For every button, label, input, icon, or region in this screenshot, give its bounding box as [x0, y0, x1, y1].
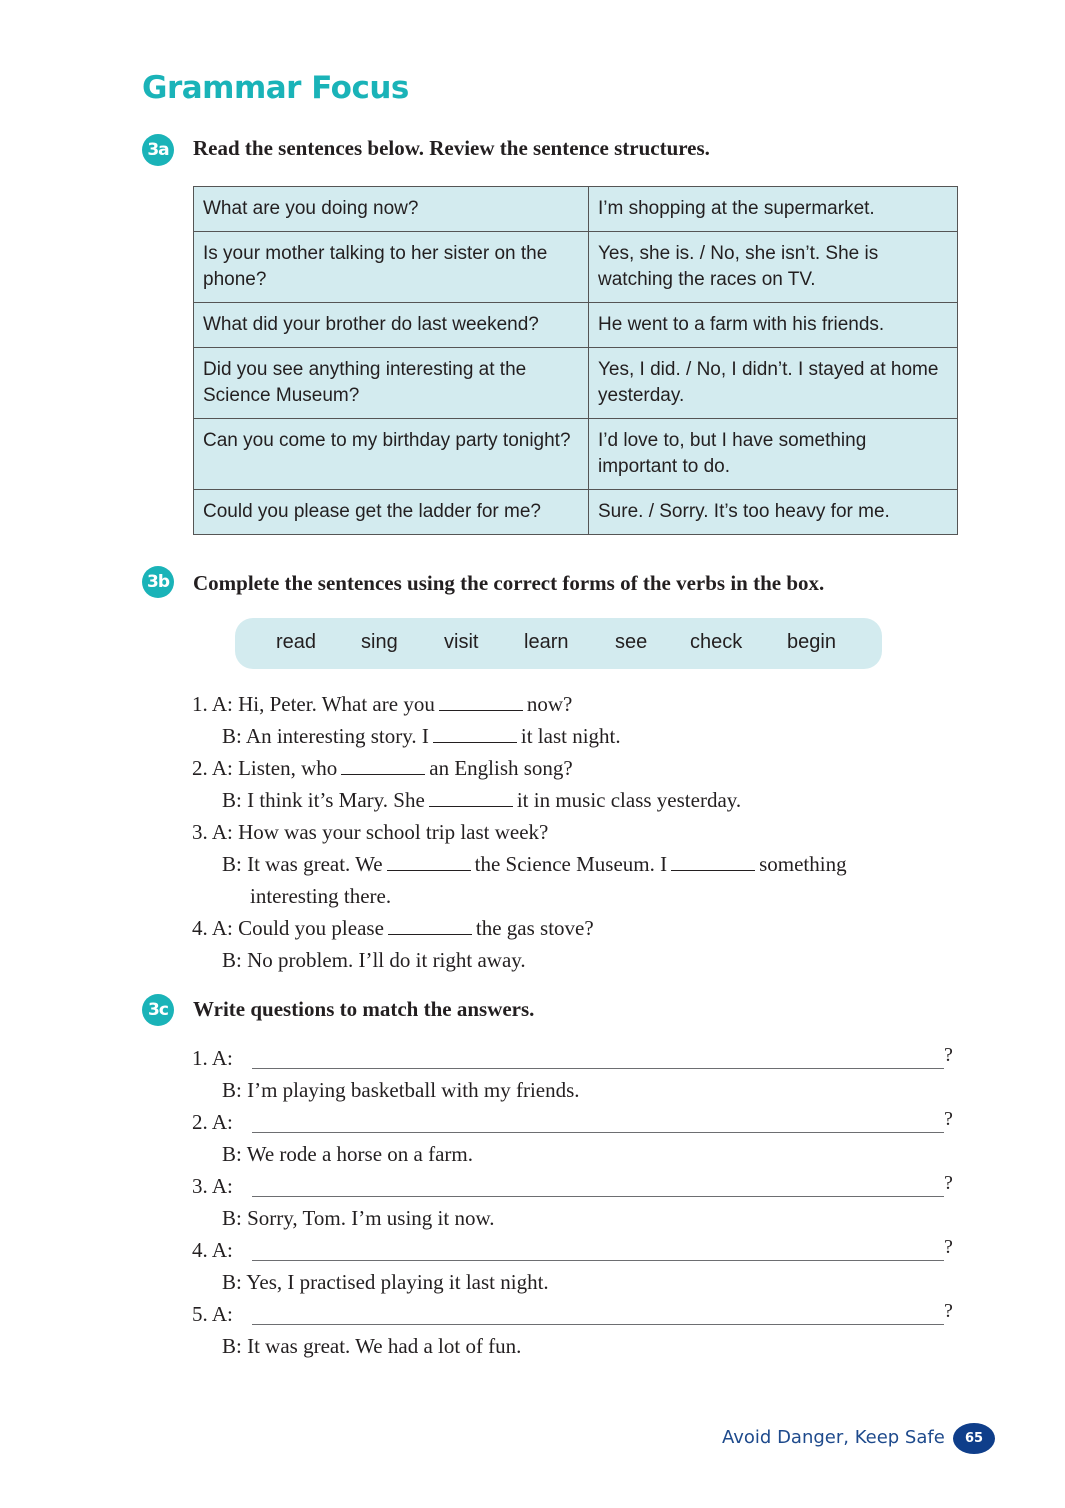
item-number: 1.	[192, 692, 208, 716]
line-text: now?	[526, 692, 573, 716]
question-item	[192, 1170, 233, 1202]
answer-blank[interactable]	[433, 724, 517, 743]
table-row	[194, 232, 958, 303]
question-cell: Did you see anything interesting at the Science Museum?	[194, 348, 589, 419]
line-text: B: I think it’s Mary. She	[222, 788, 425, 812]
exercise-3b-instruction: Complete the sentences using the correct forms of the verbs in the box.	[193, 571, 825, 595]
question-answer-line[interactable]	[252, 1068, 944, 1069]
exercise-item	[192, 752, 573, 784]
line-text: B: An interesting story. I	[222, 724, 429, 748]
verb-word: read	[276, 631, 317, 653]
line-text: the Science Museum. I	[474, 852, 668, 876]
line-text: B: It was great. We	[222, 852, 383, 876]
answer-cell: I’m shopping at the supermarket.	[589, 187, 958, 232]
line-text: B: No problem. I’ll do it right away.	[222, 948, 526, 972]
question-cell: What are you doing now?	[194, 187, 589, 232]
line-text: something	[759, 852, 847, 876]
exercise-badge-3b: 3b	[142, 566, 174, 598]
question-item	[192, 1042, 233, 1074]
exercise-item-b	[222, 784, 741, 816]
question-answer-line[interactable]	[252, 1196, 944, 1197]
question-mark: ?	[944, 1172, 953, 1194]
question-answer-line[interactable]	[252, 1324, 944, 1325]
line-text: A: Hi, Peter. What are you	[211, 692, 435, 716]
table-row	[194, 348, 958, 419]
table-row	[194, 419, 958, 490]
given-answer: B: Sorry, Tom. I’m using it now.	[222, 1206, 495, 1230]
table-row	[194, 490, 958, 535]
answer-blank[interactable]	[341, 756, 425, 775]
sentence-structure-table	[193, 186, 958, 535]
a-label: A:	[211, 1046, 233, 1070]
line-text: an English song?	[429, 756, 573, 780]
page-title: Grammar Focus	[142, 70, 409, 106]
item-number: 3.	[192, 1174, 208, 1198]
answer-blank[interactable]	[429, 788, 513, 807]
exercise-item-b	[222, 720, 621, 752]
answer-cell: Sure. / Sorry. It’s too heavy for me.	[589, 490, 958, 535]
verb-word: sing	[361, 631, 398, 653]
given-answer: B: Yes, I practised playing it last night.	[222, 1270, 549, 1294]
exercise-badge-3a: 3a	[142, 134, 174, 166]
exercise-item-b	[222, 848, 847, 880]
question-item	[192, 1234, 233, 1266]
question-item	[192, 1298, 233, 1330]
exercise-item	[192, 816, 548, 848]
a-label: A:	[211, 1302, 233, 1326]
line-text: the gas stove?	[475, 916, 594, 940]
given-answer: B: I’m playing basketball with my friends.	[222, 1078, 580, 1102]
exercise-item-b	[222, 944, 526, 976]
question-cell: Could you please get the ladder for me?	[194, 490, 589, 535]
question-item	[192, 1106, 233, 1138]
answer-blank[interactable]	[671, 852, 755, 871]
a-label: A:	[211, 1238, 233, 1262]
verb-word: check	[690, 631, 743, 653]
item-number: 2.	[192, 1110, 208, 1134]
verb-word-box	[235, 618, 882, 669]
verb-word: learn	[524, 631, 569, 653]
question-cell: Is your mother talking to her sister on the phone?	[194, 232, 589, 303]
verb-word: begin	[787, 631, 836, 653]
line-text: A: How was your school trip last week?	[211, 820, 549, 844]
a-label: A:	[211, 1174, 233, 1198]
answer-blank[interactable]	[388, 916, 472, 935]
question-mark: ?	[944, 1236, 953, 1258]
answer-cell: I’d love to, but I have something important to do.	[589, 419, 958, 490]
verb-word: see	[615, 631, 648, 653]
exercise-3a-instruction: Read the sentences below. Review the sentence structures.	[193, 136, 710, 160]
page-number-badge: 65	[953, 1423, 995, 1454]
line-text: interesting there.	[250, 884, 392, 908]
answer-cell: He went to a farm with his friends.	[589, 303, 958, 348]
question-cell: Can you come to my birthday party tonight?	[194, 419, 589, 490]
line-text: it last night.	[520, 724, 621, 748]
question-answer-line[interactable]	[252, 1132, 944, 1133]
answer-blank[interactable]	[387, 852, 471, 871]
item-number: 4.	[192, 1238, 208, 1262]
item-number: 2.	[192, 756, 208, 780]
line-text: A: Could you please	[211, 916, 384, 940]
exercise-item	[192, 912, 594, 944]
item-number: 1.	[192, 1046, 208, 1070]
answer-blank[interactable]	[439, 692, 523, 711]
given-answer: B: It was great. We had a lot of fun.	[222, 1334, 522, 1358]
exercise-3c-instruction: Write questions to match the answers.	[193, 997, 535, 1021]
answer-cell: Yes, she is. / No, she isn’t. She is watching the races on TV.	[589, 232, 958, 303]
item-number: 5.	[192, 1302, 208, 1326]
a-label: A:	[211, 1110, 233, 1134]
question-cell: What did your brother do last weekend?	[194, 303, 589, 348]
exercise-badge-3c: 3c	[142, 994, 174, 1026]
given-answer: B: We rode a horse on a farm.	[222, 1142, 474, 1166]
unit-title-footer: Avoid Danger, Keep Safe	[722, 1427, 945, 1448]
table-row	[194, 303, 958, 348]
answer-cell: Yes, I did. / No, I didn’t. I stayed at home yesterday.	[589, 348, 958, 419]
verb-word: visit	[444, 631, 479, 653]
exercise-item	[192, 688, 572, 720]
line-text: A: Listen, who	[211, 756, 338, 780]
exercise-item-b-continued	[250, 880, 391, 912]
item-number: 4.	[192, 916, 208, 940]
question-mark: ?	[944, 1044, 953, 1066]
question-mark: ?	[944, 1300, 953, 1322]
item-number: 3.	[192, 820, 208, 844]
question-answer-line[interactable]	[252, 1260, 944, 1261]
table-row	[194, 187, 958, 232]
question-mark: ?	[944, 1108, 953, 1130]
line-text: it in music class yesterday.	[516, 788, 742, 812]
